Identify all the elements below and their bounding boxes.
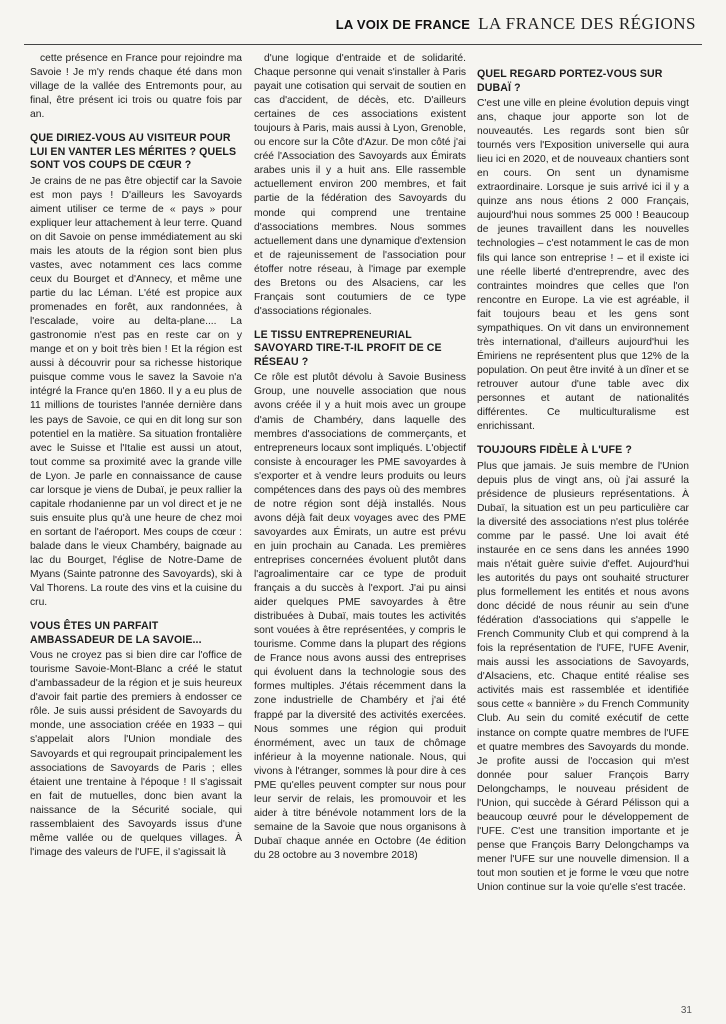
page-header bbox=[336, 14, 696, 34]
article-column-2 bbox=[254, 52, 466, 863]
paragraph: Vous ne croyez pas si bien dire car l'office de tourisme Savoie-Mont-Blanc a créé le statut d'ambassadeur de la région et je suis heureux d'avoir fait partie des premiers à endosser ce rôle. Je suis aussi président de Savoyards du monde, une association créée en 1933 – qui s'appelait alors l'Union mondiale des Savoyards et qui regroupait principalement les associations de Savoyards de Paris ; elles étaient une trentaine à l'époque ! Il s'agissait en fait de mutuelles, donc bien avant la naissance de la Sécurité sociale, qui rassemblaient des Savoyards issus d'une même vallée ou de quelques villages. À l'image des valeurs de l'UFE, il s'agissait là bbox=[30, 650, 242, 858]
interview-question: TOUJOURS FIDÈLE À L'UFE ? bbox=[477, 444, 632, 457]
header-divider bbox=[24, 44, 702, 45]
paragraph: d'une logique d'entraide et de solidarité. Chaque personne qui venait s'installer à Paris payait une cotisation qui servait de soutien en cas d'accident, de décès, etc. D'ailleurs certaines de ces associations existent toujours à Paris, mais aussi à Lyon, Grenoble, ou encore sur la Côte d'Azur. De mon côté j'ai créé l'Association des Savoyards aux Émirats arabes unis il y a huit ans. Elle rassemble actuellement environ 200 membres, et fait partie de la fédération des Savoyards du monde qui comprend une trentaine d'associations membres. Nous sommes actuellement dans une dynamique d'extension et de rajeunissement de l'association pour étoffer notre réseau, à l'image par exemple des Bretons ou des Alsaciens, car les Français sont coutumiers de ce type d'associations régionales. bbox=[254, 53, 466, 317]
paragraph: cette présence en France pour rejoindre ma Savoie ! Je m'y rends chaque été dans mon village de la vallée des Entremonts pour, au final, être présent ici trois ou quatre fois par an. bbox=[30, 53, 242, 121]
paragraph: Je crains de ne pas être objectif car la Savoie est mon pays ! D'ailleurs les Savoyards aiment utiliser ce terme de « pays » pour expliquer leur attachement à leur terre. Quand on dit Savoie on pense immédiatement au ski mais les atouts de la région sont bien plus vastes, avec notamment ces lacs comme ceux du Bourget et d'Annecy, et même une partie du lac Léman. L'été est propice aux promenades en forêt, aux randonnées, à l'escalade, voire au delta-plane.... La gastronomie n'est pas en reste car on y mange et on y boit très bien ! Et la région est aussi à découvrir pour sa richesse historique puisque comme vous le savez la Savoie n'a intégré la France qu'en 1860. Il y a eu plus de 11 millions de touristes l'année dernière dans les pays de Savoie, ce qui en dit long sur son potentiel en la matière. Sa situation frontalière avec le Suisse et l'Italie est aussi un atout, tout comme sa proximité avec la grande ville de Lyon. Je parle en connaissance de cause car lorsque je viens de Dubaï, je peux rallier la capitale rhodanienne par un vol direct et je ne suis ensuite plus qu'à une heure de chez moi en sortant de l'aéroport. Mes coups de cœur : balade dans le vieux Chambéry, baignade au lac du Bourget, l'église de Notre-Dame de Myans (Sainte patronne des Savoyards), ski à Val Thorens. La route des vins et la cuisine du cru. bbox=[30, 175, 242, 609]
interview-question: QUEL REGARD PORTEZ-VOUS SUR DUBAÏ ? bbox=[477, 68, 663, 94]
magazine-title: LA VOIX DE FRANCE bbox=[335, 17, 471, 32]
section-title: LA FRANCE DES RÉGIONS bbox=[478, 14, 696, 33]
paragraph: Ce rôle est plutôt dévolu à Savoie Business Group, une nouvelle association que nous avons créée il y a huit mois avec un groupe d'amis de Chambéry, dans laquelle des membres d'associations de commerçants, et entrepreneurs locaux sont impliqués. L'objectif consiste à encourager les PME savoyardes à s'exporter et à vendre leurs produits ou leurs compétences dans des pays où des membres de notre région sont déjà installés. Nous avons déjà fait deux voyages avec des PME savoyardes aux Émirats, un autre est prévu en juin prochain au Canada. Les premières entreprises concernées évoluent plutôt dans l'agroalimentaire car ce type de produit français a du succès à l'export. J'ai pu ainsi aider quelques PME savoyardes à être distribuées à Dubaï, mais toutes les activités sont vouées à être représentées, y compris le tourisme. Comme dans la plupart des régions de France nous avons aussi des entreprises qui évoluent dans la technologie sous des formes multiples. J'étais récemment dans la zone industrielle de Chambéry et j'ai été frappé par la diversité des activités exercées. Nous sommes une région qui produit énormément, avec un taux de chômage inférieur à la moyenne nationale. Nous, qui vivons à l'étranger, sommes là pour dire à ces PME qu'elles peuvent compter sur nous pour leur servir de relais, les promouvoir et les aider à titre bénévole notamment lors de la semaine de la Savoie que nous organisons à Dubaï chaque année en Octobre (4e édition du 28 octobre au 3 novembre 2018) bbox=[254, 372, 466, 861]
interview-question: LE TISSU ENTREPRENEURIAL SAVOYARD TIRE-T-IL PROFIT DE CE RÉSEAU ? bbox=[254, 328, 442, 368]
article-column-1 bbox=[30, 52, 242, 860]
paragraph: C'est une ville en pleine évolution depuis vingt ans, chaque jour apporte son lot de nouveautés. Les regards sont bien sûr tournés vers l'Exposition universelle qui aura lieu ici en 2020, et de nouveaux chantiers sont en cours. On sent un dynamisme extraordinaire. Lorsque je suis arrivé ici il y a quinze ans nous étions 2 000 Français, aujourd'hui nous sommes 25 000 ! Beaucoup de jeunes travaillent dans les nouvelles technologies – c'est notamment le cas de mon fils qui lance son entreprise ! – et il existe ici une réelle liberté d'entreprendre, avec des contraintes moindres que celles que l'on rencontre en Europe. La vie est agréable, il fait toujours beau et les gens sont sympathiques. On vit dans un environnement très international, d'ailleurs aujourd'hui les Émiriens ne représentent plus que 12% de la population. On peut être invité à un dîner et se retrouver autour d'une table avec dix personnes et autant de nationalités différentes. Ce multiculturalisme est enrichissant. bbox=[477, 98, 689, 433]
interview-question: VOUS ÊTES UN PARFAIT AMBASSADEUR DE LA SAVOIE... bbox=[30, 620, 202, 646]
interview-question: QUE DIRIEZ-VOUS AU VISITEUR POUR LUI EN VANTER LES MÉRITES ? QUELS SONT VOS COUPS DE CŒUR ? bbox=[30, 132, 237, 172]
page-number: 31 bbox=[680, 1005, 692, 1016]
paragraph: Plus que jamais. Je suis membre de l'Union depuis plus de vingt ans, où j'ai assuré la présidence de plusieurs représentations. À Dubaï, la situation est un peu particulière car la diversité des associations n'est plus tolérée comme par le passé. Une loi avait été instaurée en ce sens dans les années 1990 mais n'était guère suivie d'effet. Aujourd'hui les autorités du pays ont souhaité structurer plus formellement les entités et nous avons donc décidé de nous réunir au sein d'une fédération d'associations qui s'appelle le French Community Club et qui comprend à la fois la représentation de l'UFE, l'UFE Avenir, mais aussi les associations de Savoyards, d'Alsaciens, etc. Chaque entité réalise ses activités mais est rassemblée et identifiée sous cette « bannière » du French Community Club. Au sein du comité exécutif de cette instance on compte quatre membres de l'UFE et quatre membres des Savoyards du monde. Je profite aussi de l'occasion qui m'est donnée pour saluer François Barry Delongchamps, le nouveau président de l'Union, qui succède à Gérard Pélisson qui a beaucoup œuvré pour le développement de l'UFE. C'est une transition importante et je pense que François Barry Delongchamps va mener l'UFE sur une nouvelle dimension. Il a tout mon soutien et je forme le vœu que notre Union continue sur la voie qu'elle s'est tracée. bbox=[477, 460, 689, 894]
article-column-3 bbox=[477, 52, 689, 895]
